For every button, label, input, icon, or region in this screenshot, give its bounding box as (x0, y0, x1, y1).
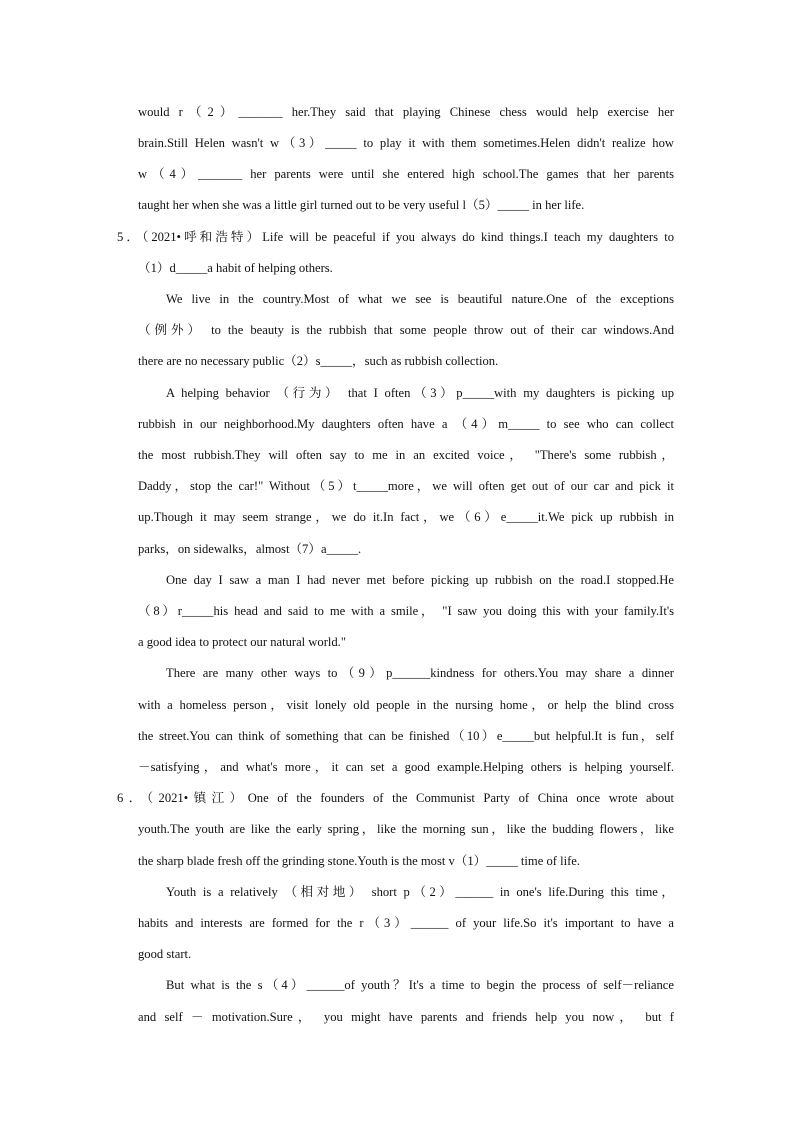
passage-line: We live in the country.Most of what we see is beautiful nature.One of the exceptions (166, 292, 674, 306)
passage-line: youth.The youth are like the early spring，like the morning sun，like the budding flowers，like (138, 822, 674, 836)
passage-line: There are many other ways to（9）p______kindness for others.You may share a dinner (166, 666, 674, 680)
passage-line: brain.Still Helen wasn't w（3）_____ to play it with them sometimes.Helen didn't realize how (138, 136, 674, 150)
passage-line: parks，on sidewalks，almost（7）a_____. (138, 542, 362, 556)
passage-line: Youth is a relatively （相对地） short p（2）______ in one's life.During this time， (166, 885, 674, 899)
passage-line: Daddy，stop the car!" Without（5）t_____more，we will often get out of our car and pick it (138, 479, 674, 493)
passage-line: －satisfying，and what's more，it can set a good example.Helping others is helping yourself. (138, 760, 674, 774)
passage-line: One day I saw a man I had never met before picking up rubbish on the road.I stopped.He (166, 573, 674, 587)
passage-line: w（4）_______ her parents were until she entered high school.The games that her parents (138, 167, 674, 181)
passage-line: would r（2）_______ her.They said that playing Chinese chess would help exercise her (138, 105, 674, 119)
passage-line: the street.You can think of something that can be finished（10）e_____but helpful.It is fun，self (138, 729, 674, 743)
passage-line: a good idea to protect our natural world." (138, 635, 346, 649)
passage-line: （8）r_____his head and said to me with a smile， "I saw you doing this with your family.It's (138, 604, 674, 618)
passage-line: with a homeless person，visit lonely old people in the nursing home，or help the blind cross (138, 698, 674, 712)
passage-line: up.Though it may seem strange，we do it.In fact，we（6）e_____it.We pick up rubbish in (138, 510, 674, 524)
question-6-header: 6．（2021•镇江）One of the founders of the Communist Party of China once wrote about (117, 791, 674, 805)
passage-line: taught her when she was a little girl turned out to be very useful l（5）_____ in her life. (138, 198, 585, 212)
passage-line: and self － motivation.Sure， you might have parents and friends help you now， but f (138, 1010, 674, 1024)
passage-line: the most rubbish.They will often say to me in an excited voice， "There's some rubbish， (138, 448, 674, 462)
passage-line: there are no necessary public（2）s_____，such as rubbish collection. (138, 354, 499, 368)
passage-line: A helping behavior （行为） that I often（3）p_____with my daughters is picking up (166, 386, 674, 400)
passage-line: habits and interests are formed for the r（3）______ of your life.So it's important to have a (138, 916, 674, 930)
passage-line: good start. (138, 947, 192, 961)
passage-line: rubbish in our neighborhood.My daughters often have a （4）m_____ to see who can collect (138, 417, 674, 431)
passage-line: （例外） to the beauty is the rubbish that some people throw out of their car windows.And (138, 323, 674, 337)
passage-line: the sharp blade fresh off the grinding stone.Youth is the most v（1）_____ time of life. (138, 854, 581, 868)
passage-line: But what is the s（4）______of youth？It's a time to begin the process of self－reliance (166, 978, 674, 992)
question-5-header: 5．（2021•呼和浩特）Life will be peaceful if you always do kind things.I teach my daughters to (117, 230, 674, 244)
passage-line: （1）d_____a habit of helping others. (138, 261, 333, 275)
